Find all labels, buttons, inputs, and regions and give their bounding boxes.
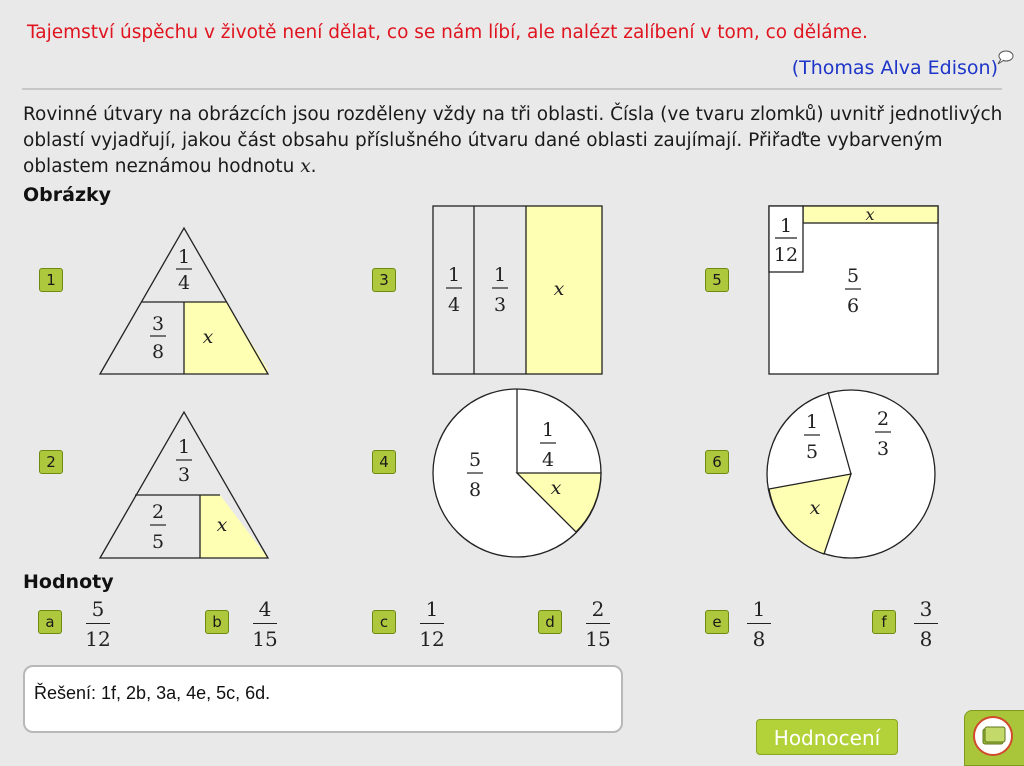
figure-3-rectangle xyxy=(432,205,604,377)
fig2-left-num: 2 xyxy=(151,501,165,523)
figure-badge-5: 5 xyxy=(705,268,729,292)
instructions-end: . xyxy=(310,156,317,177)
fig4-quarter-den: 4 xyxy=(541,449,555,471)
fig5-strip-label: x xyxy=(865,205,875,224)
fig3-col2-den: 3 xyxy=(493,294,507,316)
value-d-fraction[interactable] xyxy=(578,597,618,651)
solution-box[interactable] xyxy=(23,665,623,733)
fig6-right-num: 2 xyxy=(876,408,890,430)
fig4-quarter-num: 1 xyxy=(541,419,555,441)
value-d-num: 2 xyxy=(591,597,605,621)
value-e-fraction[interactable] xyxy=(739,597,779,651)
values-heading: Hodnoty xyxy=(23,571,114,593)
fig3-col1-num: 1 xyxy=(447,264,461,286)
fig3-shaded-label: x xyxy=(553,278,565,300)
fig6-shaded-label: x xyxy=(809,497,821,519)
value-a-num: 5 xyxy=(91,597,105,621)
value-c-fraction[interactable] xyxy=(412,597,452,651)
fig4-shaded-label: x xyxy=(550,477,562,499)
value-f-fraction[interactable] xyxy=(906,597,946,651)
figure-5-square xyxy=(768,205,940,377)
value-a-fraction[interactable] xyxy=(78,597,118,651)
instructions-text: Rovinné útvary na obrázcích jsou rozděleny vždy na tři oblasti. Čísla (ve tvaru zlomků) uvnitř jednotlivých oblastí vyjadřují, jakou část obsahu příslušného útvaru dané oblasti zaujímají. Přiřaďte vybarveným oblastem neznámou hodnotu xyxy=(23,104,1003,177)
fig3-col1-den: 4 xyxy=(447,294,461,316)
instructions-variable: x xyxy=(300,156,311,177)
value-f-den: 8 xyxy=(919,627,933,652)
fig1-left-den: 8 xyxy=(151,341,165,363)
fig2-shaded-label: x xyxy=(216,514,228,536)
figure-badge-3: 3 xyxy=(372,268,396,292)
figure-badge-1: 1 xyxy=(39,268,63,292)
value-badge-f[interactable]: f xyxy=(872,610,896,634)
value-f-num: 3 xyxy=(919,597,933,621)
fig6-left-den: 5 xyxy=(805,441,819,463)
evaluate-button[interactable]: Hodnocení xyxy=(756,719,898,755)
speech-bubble-icon[interactable] xyxy=(996,50,1014,66)
fig1-top-num: 1 xyxy=(177,246,191,268)
figures-heading: Obrázky xyxy=(23,184,112,206)
value-badge-e[interactable]: e xyxy=(705,610,729,634)
instructions xyxy=(23,102,1008,180)
value-a-den: 12 xyxy=(85,627,111,652)
fig1-top-den: 4 xyxy=(177,272,191,294)
value-c-num: 1 xyxy=(425,597,439,621)
fig5-corner-den: 12 xyxy=(773,244,799,266)
value-e-num: 1 xyxy=(752,597,766,621)
value-d-den: 15 xyxy=(585,627,611,652)
figure-1-triangle xyxy=(98,226,272,376)
figure-badge-4: 4 xyxy=(372,450,396,474)
figure-badge-2: 2 xyxy=(39,450,63,474)
value-badge-d[interactable]: d xyxy=(538,610,562,634)
quote-author[interactable]: (Thomas Alva Edison) xyxy=(791,57,998,79)
fig1-shaded-label: x xyxy=(202,326,214,348)
fig5-rest-num: 5 xyxy=(846,265,860,287)
fig6-left-num: 1 xyxy=(805,411,819,433)
fig4-large-den: 8 xyxy=(468,479,482,501)
fig2-top-num: 1 xyxy=(177,436,191,458)
notes-icon[interactable] xyxy=(973,716,1013,756)
divider xyxy=(22,88,1002,90)
value-b-den: 15 xyxy=(252,627,278,652)
fig5-corner-num: 1 xyxy=(779,215,793,237)
value-badge-c[interactable]: c xyxy=(372,610,396,634)
figure-4-circle xyxy=(432,388,604,560)
value-c-den: 12 xyxy=(419,627,445,652)
value-b-num: 4 xyxy=(258,597,272,621)
fig2-left-den: 5 xyxy=(151,531,165,553)
value-e-den: 8 xyxy=(752,627,766,652)
quote-text: Tajemství úspěchu v životě není dělat, co se nám líbí, ale nalézt zalíbení v tom, co děláme. xyxy=(27,22,868,43)
solution-text: Řešení: 1f, 2b, 3a, 4e, 5c, 6d. xyxy=(34,683,271,703)
fig6-right-den: 3 xyxy=(876,438,890,460)
fig4-large-num: 5 xyxy=(468,449,482,471)
figure-6-circle xyxy=(764,388,938,560)
fig3-col2-num: 1 xyxy=(493,264,507,286)
value-b-fraction[interactable] xyxy=(245,597,285,651)
value-badge-b[interactable]: b xyxy=(205,610,229,634)
figure-2-triangle xyxy=(98,410,272,560)
fig5-rest-den: 6 xyxy=(846,295,860,317)
fig1-left-num: 3 xyxy=(151,313,165,335)
notes-tab[interactable] xyxy=(964,710,1024,766)
fig2-top-den: 3 xyxy=(177,464,191,486)
value-badge-a[interactable]: a xyxy=(38,610,62,634)
figure-badge-6: 6 xyxy=(705,450,729,474)
